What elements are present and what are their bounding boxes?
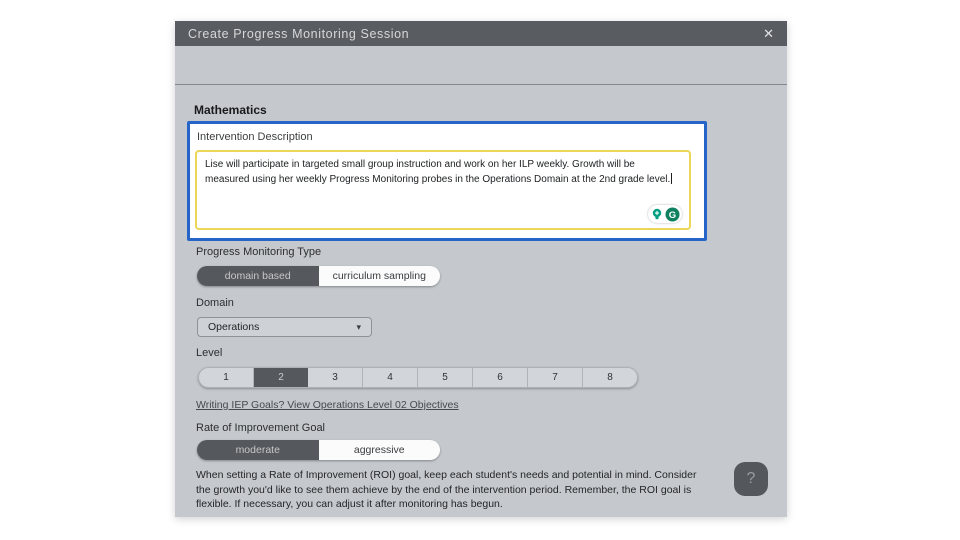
grammarly-widget[interactable] [648, 205, 682, 223]
roi-option-aggressive[interactable]: aggressive [319, 440, 441, 460]
level-segment-6[interactable]: 6 [473, 368, 528, 387]
help-button[interactable] [734, 462, 768, 496]
grammarly-icon [665, 207, 680, 222]
svg-text:G: G [668, 209, 676, 221]
intervention-description-label: Intervention Description [197, 131, 313, 143]
level-segment-8[interactable]: 8 [607, 372, 613, 383]
intervention-description-group [187, 121, 707, 241]
pm-type-option-domain-based[interactable]: domain based [197, 266, 319, 286]
modal-header [175, 21, 787, 46]
intervention-description-text: Lise will participate in targeted small group instruction and work on her ILP weekly. Growth will be measured using her weekly Progress Monitoring probes in the Operations Domain at the 2nd grade level. [205, 159, 671, 185]
domain-selected-value: Operations [208, 321, 260, 333]
level-segment-5[interactable]: 5 [418, 368, 473, 387]
create-pm-session-modal [175, 21, 787, 517]
pm-type-label: Progress Monitoring Type [196, 246, 322, 258]
close-icon[interactable]: ✕ [763, 26, 774, 41]
subject-heading: Mathematics [194, 103, 267, 117]
domain-dropdown[interactable] [197, 317, 372, 337]
level-segment-3[interactable]: 3 [308, 368, 363, 387]
roi-goal-toggle [197, 440, 440, 460]
header-divider [175, 84, 787, 85]
level-label: Level [196, 347, 223, 359]
roi-option-moderate[interactable]: moderate [197, 440, 319, 460]
level-segment-1[interactable]: 1 [199, 368, 254, 387]
roi-help-text: When setting a Rate of Improvement (ROI) goal, keep each student's needs and potential in mind. Consider the growth you'd like to see them achieve by the end of the intervention period. Remember, the ROI goal is flexible. If necessary, you can adjust it after monitoring has begun. [196, 469, 697, 510]
chevron-down-icon: ▾ [356, 321, 361, 332]
level-segment-4[interactable]: 4 [363, 368, 418, 387]
pm-type-toggle [197, 266, 440, 286]
level-segment-7[interactable]: 7 [528, 368, 583, 387]
pm-type-option-curriculum-sampling[interactable]: curriculum sampling [319, 266, 441, 286]
level-segmented-control [198, 367, 638, 388]
roi-goal-label: Rate of Improvement Goal [196, 422, 326, 434]
intervention-description-textarea[interactable] [195, 150, 691, 230]
domain-label: Domain [196, 297, 234, 309]
view-objectives-link[interactable]: Writing IEP Goals? View Operations Level 02 Objectives [196, 399, 459, 411]
question-mark-icon: ? [746, 470, 756, 487]
modal-title: Create Progress Monitoring Session [188, 26, 410, 41]
text-cursor [671, 173, 672, 184]
grammarly-suggestion-icon [651, 208, 663, 221]
level-segment-2[interactable]: 2 [254, 368, 308, 387]
